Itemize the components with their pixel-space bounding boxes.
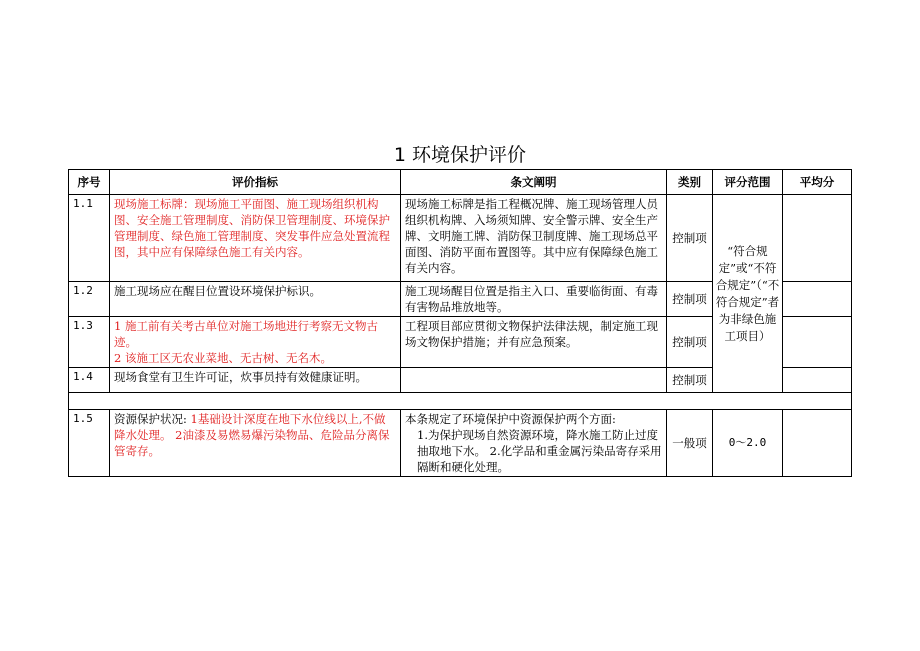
- row-scope: 0～2.0: [713, 410, 783, 477]
- scope-control-note: “符合规定”或“不符合规定”（“不符合规定”者为非绿色施工项目）: [713, 195, 783, 393]
- row-clause: [401, 368, 667, 393]
- row-indicator: [110, 317, 401, 368]
- row-avg: [783, 317, 852, 368]
- row-avg: [783, 195, 852, 282]
- row-indicator: [110, 410, 401, 477]
- row-indicator: 现场食堂有卫生许可证，炊事员持有效健康证明。: [110, 368, 401, 393]
- clause-intro: 本条规定了环境保护中资源保护两个方面:: [405, 412, 616, 426]
- row-avg: [783, 410, 852, 477]
- row-category: 一般项: [667, 410, 713, 477]
- row-indicator: 施工现场应在醒目位置设环境保护标识。: [110, 282, 401, 317]
- table-row: [69, 410, 852, 477]
- clause-body: 1.为保护现场自然资源环境，降水施工防止过度抽取地下水。 2.化学品和重金属污染品寄存采用隔断和硬化处理。: [417, 428, 662, 474]
- row-seq: 1.1: [69, 195, 110, 282]
- row-category: 控制项: [667, 195, 713, 282]
- indicator-prefix: 资源保护状况:: [114, 412, 187, 426]
- header-seq: 序号: [69, 170, 110, 195]
- header-category: 类别: [667, 170, 713, 195]
- indicator-red-text: 1基础设计深度在地下水位线以上,不做降水处理。 2油漆及易燃易爆污染物品、危险品分离保管寄存。: [114, 412, 390, 458]
- row-category: 控制项: [667, 317, 713, 368]
- row-avg: [783, 368, 852, 393]
- indicator-line: 1 施工前有关考古单位对施工场地进行考察无文物古迹。: [114, 319, 378, 349]
- spacer-cell: [69, 393, 852, 410]
- row-seq: 1.2: [69, 282, 110, 317]
- row-avg: [783, 282, 852, 317]
- header-indicator: 评价指标: [110, 170, 401, 195]
- row-clause: [401, 410, 667, 477]
- row-clause: 现场施工标牌是指工程概况牌、施工现场管理人员组织机构牌、入场须知牌、安全警示牌、安全生产牌、文明施工牌、消防保卫制度牌、施工现场总平面图、消防平面布置图等。其中应有保障绿色施工有关内容。: [401, 195, 667, 282]
- page-title: 1 环境保护评价: [393, 144, 527, 166]
- spacer-row: [69, 393, 852, 410]
- header-avg: 平均分: [783, 170, 852, 195]
- header-row: [69, 170, 852, 195]
- row-clause: 工程项目部应贯彻文物保护法律法规，制定施工现场文物保护措施；并有应急预案。: [401, 317, 667, 368]
- row-seq: 1.5: [69, 410, 110, 477]
- row-category: 控制项: [667, 368, 713, 393]
- row-seq: 1.4: [69, 368, 110, 393]
- header-clause: 条文阐明: [401, 170, 667, 195]
- row-category: 控制项: [667, 282, 713, 317]
- row-clause: 施工现场醒目位置是指主入口、重要临街面、有毒有害物品堆放地等。: [401, 282, 667, 317]
- row-seq: 1.3: [69, 317, 110, 368]
- table-row: [69, 195, 852, 282]
- header-scope: 评分范围: [713, 170, 783, 195]
- indicator-line: 2 该施工区无农业菜地、无古树、无名木。: [114, 351, 332, 365]
- evaluation-table: [68, 169, 852, 477]
- row-indicator: 现场施工标牌：现场施工平面图、施工现场组织机构图、安全施工管理制度、消防保卫管理制度、环境保护管理制度、绿色施工管理制度、突发事件应急处置流程图，其中应有保障绿色施工有关内容。: [110, 195, 401, 282]
